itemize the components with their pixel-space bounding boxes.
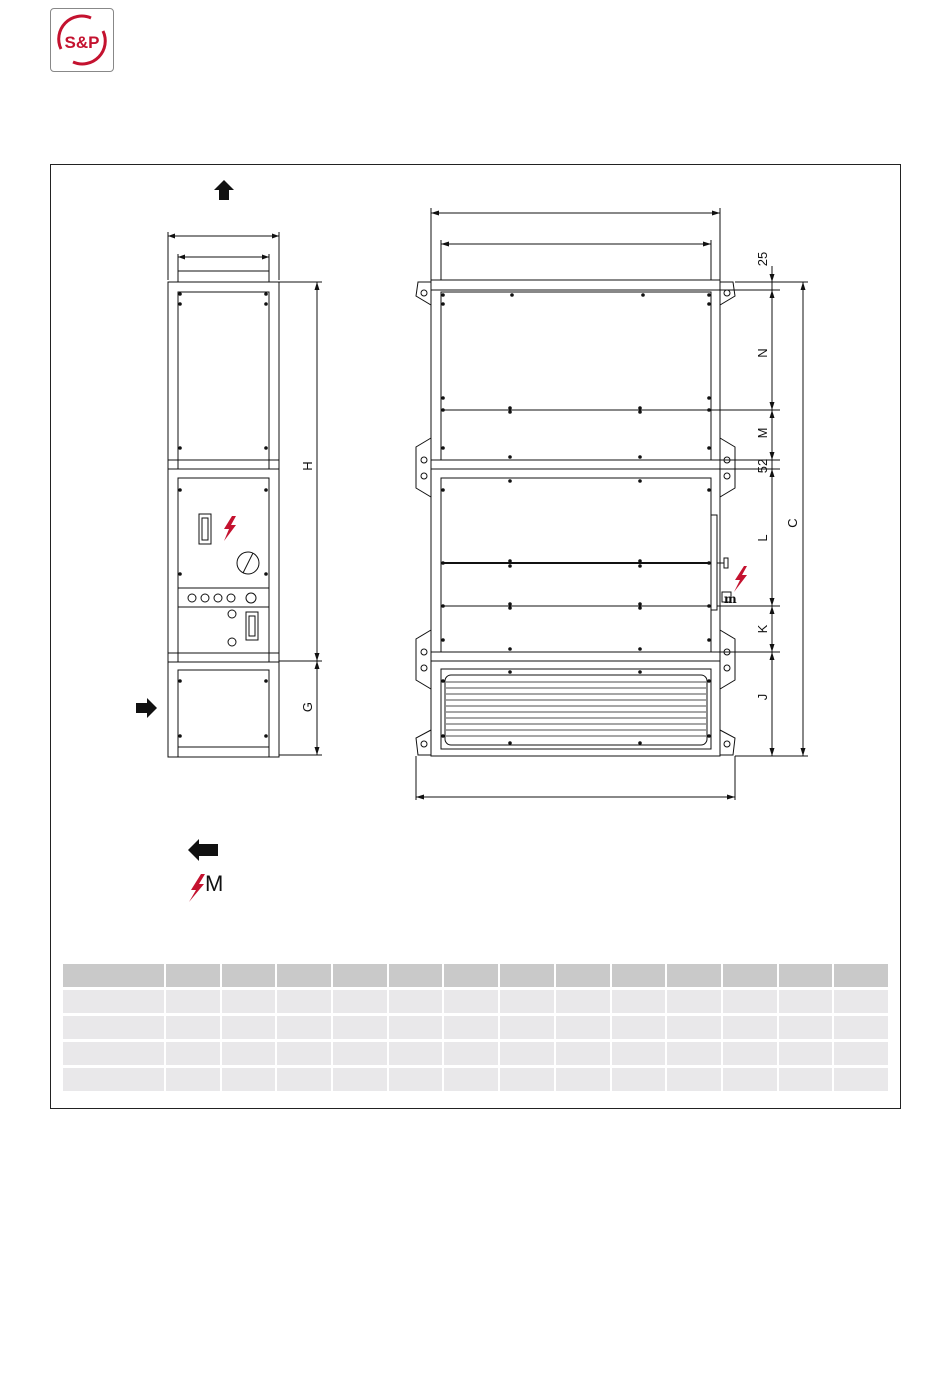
table-cell [779,1042,833,1065]
table-cell [556,1016,610,1039]
table-cell [166,1016,220,1039]
table-header-cell [500,964,554,987]
table-cell [333,1016,387,1039]
table-header-cell [63,964,164,987]
table-cell [389,1068,443,1091]
table-row [63,1016,888,1039]
table-cell [277,1016,331,1039]
table-header-cell [222,964,276,987]
table-header-row [63,964,888,987]
table-cell [667,1042,721,1065]
table-header-cell [333,964,387,987]
table-cell [444,1042,498,1065]
table-cell [723,990,777,1013]
dim-label-25: 25 [755,251,770,267]
table-cell [222,1016,276,1039]
dim-label-g: G [300,701,315,713]
table-cell [63,990,164,1013]
table-cell [556,990,610,1013]
table-cell [166,1068,220,1091]
logo-text: S&P [64,33,100,52]
table-cell [444,1016,498,1039]
table-header-cell [166,964,220,987]
table-header-cell [389,964,443,987]
table-cell [277,1042,331,1065]
table-cell [333,1068,387,1091]
table-cell [723,1042,777,1065]
table-header-cell [277,964,331,987]
table-cell [723,1068,777,1091]
table-cell [222,1042,276,1065]
dim-label-j: J [755,693,770,701]
legend-motor-label: M [205,871,224,896]
dimension-table [61,961,890,1094]
table-cell [500,1068,554,1091]
table-cell [556,1042,610,1065]
table-cell [612,1042,666,1065]
table-header-cell [444,964,498,987]
table-cell [222,1068,276,1091]
table-cell [723,1016,777,1039]
table-cell [667,1068,721,1091]
table-cell [779,990,833,1013]
front-view [136,180,322,757]
table-cell [667,1016,721,1039]
table-cell [500,990,554,1013]
dim-label-h: H [300,461,315,471]
dim-label-k: K [755,624,770,634]
table-cell [277,990,331,1013]
side-view [416,208,808,800]
table-row [63,990,888,1013]
table-cell [333,990,387,1013]
table-cell [500,1042,554,1065]
table-cell [389,1016,443,1039]
table-header-cell [556,964,610,987]
table-cell [667,990,721,1013]
table-cell [63,1068,164,1091]
table-header-cell [612,964,666,987]
table-header-cell [779,964,833,987]
airflow-up-arrow-icon [214,180,234,200]
table-header-cell [723,964,777,987]
table-cell [612,1068,666,1091]
table-cell [166,990,220,1013]
dim-label-c: C [785,518,800,528]
dim-label-m: M [755,427,770,439]
dim-label-n: N [755,348,770,358]
table-cell [834,1016,888,1039]
table-cell [63,1016,164,1039]
table-row [63,1068,888,1091]
table-cell [444,1068,498,1091]
table-cell [222,990,276,1013]
table-cell [444,990,498,1013]
table-cell [834,990,888,1013]
legend-outlet-arrow-icon [188,839,218,861]
table-cell [166,1042,220,1065]
table-cell [612,1016,666,1039]
table-cell [834,1068,888,1091]
airflow-in-arrow-icon [136,698,157,718]
front-power-icon [224,516,236,541]
table-cell [779,1068,833,1091]
table-cell [277,1068,331,1091]
motor-mark: m [724,592,737,606]
table-cell [500,1016,554,1039]
table-header-cell [667,964,721,987]
table-cell [63,1042,164,1065]
table-cell [612,990,666,1013]
table-cell [389,1042,443,1065]
table-cell [779,1016,833,1039]
table-cell [834,1042,888,1065]
table-header-cell [834,964,888,987]
table-cell [333,1042,387,1065]
legend-power-icon [189,874,205,902]
dim-label-l: L [755,534,770,542]
dim-label-52: 52 [755,458,770,474]
table-cell [556,1068,610,1091]
table-row [63,1042,888,1065]
side-power-icon [734,566,747,592]
table-cell [389,990,443,1013]
